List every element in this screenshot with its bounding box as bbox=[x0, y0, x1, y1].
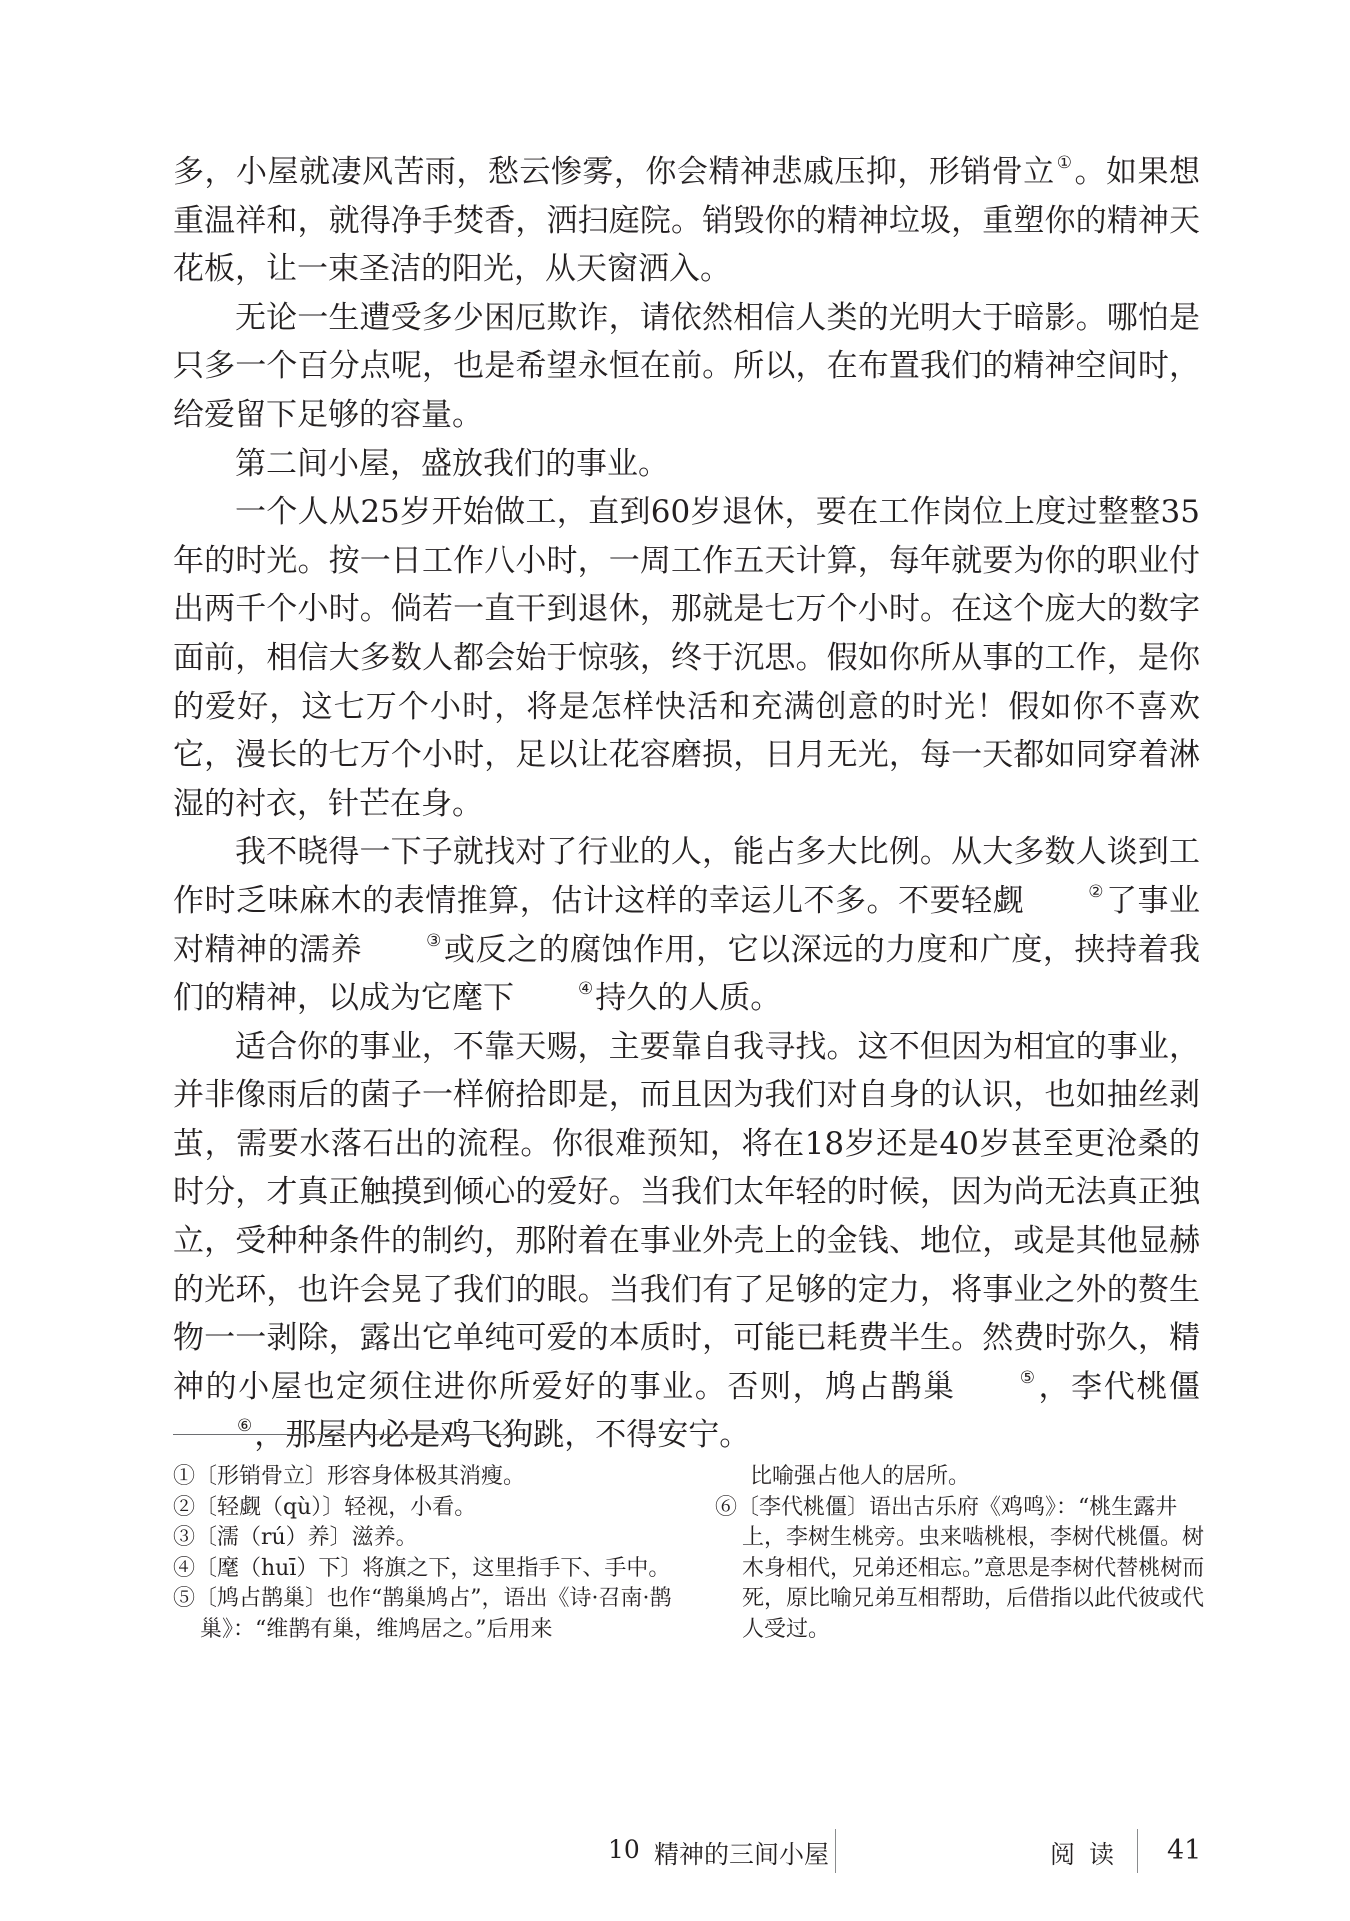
body-paragraph bbox=[173, 1023, 1200, 1460]
paragraph-text: 我不晓得一下子就找对了行业的人，能占多大比例。从大多数人谈到工作时乏味麻木的表情推算，估计这样的幸运儿不多。不要轻觑 bbox=[173, 834, 1200, 919]
footnote-marker: ④ bbox=[578, 979, 594, 1000]
footnote-continuation: 比喻强占他人的居所。 bbox=[750, 1464, 971, 1489]
paragraph-text: 了事业对精神的濡养 bbox=[173, 882, 1201, 968]
paragraph-text: ，李代桃僵 bbox=[1036, 1368, 1200, 1405]
footnotes-right-column bbox=[715, 1462, 1205, 1646]
footer-chapter-number: 10 bbox=[608, 1835, 640, 1864]
page-footer bbox=[0, 1825, 1350, 1875]
paragraph-text: 无论一生遭受多少困厄欺诈，请依然相信人类的光明大于暗影。哪怕是只多一个百分点呢，也是希望永恒在前。所以，在布置我们的精神空间时，给爱留下足够的容量。 bbox=[173, 299, 1200, 433]
paragraph-text: 持久的人质。 bbox=[595, 980, 782, 1017]
body-paragraph bbox=[173, 294, 1200, 440]
footnote: ①〔形销骨立〕形容身体极其消瘦。 bbox=[173, 1464, 526, 1489]
footnote-marker: ⑤ bbox=[1019, 1367, 1035, 1388]
body-paragraph bbox=[173, 440, 1200, 489]
footnote-marker: ③ bbox=[426, 930, 442, 951]
page-number: 41 bbox=[1167, 1835, 1202, 1866]
body-text bbox=[173, 148, 1200, 1460]
footer-section-label: 阅读 bbox=[1050, 1840, 1129, 1869]
body-paragraph bbox=[173, 148, 1200, 294]
body-paragraph bbox=[173, 828, 1200, 1022]
footnote-marker: ⑥ bbox=[237, 1416, 253, 1437]
paragraph-text: 。如果想重温祥和，就得净手焚香，洒扫庭院。销毁你的精神垃圾，重塑你的精神天花板，让一束圣洁的阳光，从天窗洒入。 bbox=[173, 154, 1200, 288]
footer-separator bbox=[835, 1829, 836, 1873]
footnote-marker: ② bbox=[1088, 881, 1104, 902]
footnote-divider bbox=[173, 1434, 516, 1435]
paragraph-text: 或反之的腐蚀作用，它以深远的力度和广度，挟持着我们的精神，以成为它麾下 bbox=[173, 931, 1201, 1017]
footnote: ⑥〔李代桃僵〕语出古乐府《鸡鸣》：“桃生露井上，李树生桃旁。虫来啮桃根，李树代桃僵。树木身相代，兄弟还相忘。”意思是李树代替桃树而死，原比喻兄弟互相帮助，后借指以此代彼或代人受过。 bbox=[715, 1494, 1205, 1642]
paragraph-text: 一个人从25岁开始做工，直到60岁退休，要在工作岗位上度过整整35年的时光。按一日工作八小时，一周工作五天计算，每年就要为你的职业付出两千个小时。倘若一直干到退休，那就是七万个小时。在这个庞大的数字面前，相信大多数人都会始于惊骇，终于沉思。假如你所从事的工作，是你的爱好，这七万个小时，将是怎样快活和充满创意的时光！假如你不喜欢它，漫长的七万个小时，足以让花容磨损，日月无光，每一天都如同穿着淋湿的衬衣，针芒在身。 bbox=[173, 494, 1200, 822]
footer-separator bbox=[1137, 1829, 1138, 1873]
footnote: ⑤〔鸠占鹊巢〕也作“鹊巢鸠占”，语出《诗·召南·鹊巢》：“维鹊有巢，维鸠居之。”后用来 bbox=[173, 1586, 672, 1642]
footnotes-left-column bbox=[173, 1462, 678, 1646]
footnote: ③〔濡（rú）养〕滋养。 bbox=[173, 1525, 418, 1551]
paragraph-text: 多，小屋就凄风苦雨，愁云惨雾，你会精神悲戚压抑，形销骨立 bbox=[173, 154, 1055, 190]
body-paragraph bbox=[173, 488, 1200, 828]
footnote: ④〔麾（huī）下〕将旗之下，这里指手下、手中。 bbox=[173, 1555, 671, 1581]
paragraph-text: 适合你的事业，不靠天赐，主要靠自我寻找。这不但因为相宜的事业，并非像雨后的菌子一样俯拾即是，而且因为我们对自身的认识，也如抽丝剥茧，需要水落石出的流程。你很难预知，将在18岁还是40岁甚至更沧桑的时分，才真正触摸到倾心的爱好。当我们太年轻的时候，因为尚无法真正独立，受种种条件的制约，那附着在事业外壳上的金钱、地位，或是其他显赫的光环，也许会晃了我们的眼。当我们有了足够的定力，将事业之外的赘生物一一剥除，露出它单纯可爱的本质时，可能已耗费半生。然费时弥久，精神的小屋也定须住进你所爱好的事业。否则，鸠占鹊巢 bbox=[173, 1028, 1200, 1405]
footnote-marker: ① bbox=[1056, 153, 1073, 173]
footnote: ②〔轻觑（qù）〕轻视，小看。 bbox=[173, 1494, 477, 1520]
paragraph-text: ，那屋内必是鸡飞狗跳，不得安宁。 bbox=[254, 1417, 751, 1454]
footer-chapter-title: 精神的三间小屋 bbox=[654, 1840, 830, 1869]
paragraph-text: 第二间小屋，盛放我们的事业。 bbox=[235, 445, 669, 482]
